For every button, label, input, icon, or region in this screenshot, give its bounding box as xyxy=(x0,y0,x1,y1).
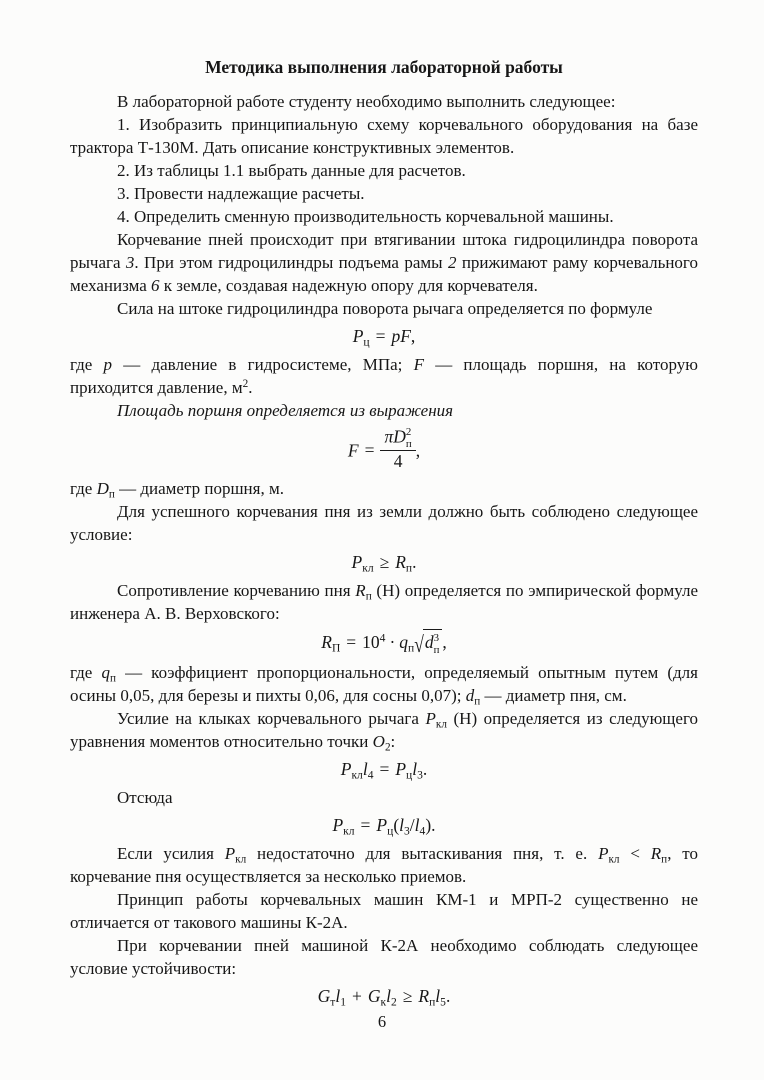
paragraph-korchevanie xyxy=(70,228,698,297)
text-run: . xyxy=(412,552,417,573)
formula-moments xyxy=(70,757,698,781)
text-run: : xyxy=(390,731,396,751)
text-run: . xyxy=(248,378,253,397)
geq-sign: ≥ xyxy=(402,985,413,1006)
paragraph-where-d xyxy=(70,477,698,500)
text-run: к земле, создавая надежную опору для корчевателя. xyxy=(159,276,538,295)
formula-piston-area xyxy=(70,426,698,472)
text-run: — давление в гидросистеме, МПа; xyxy=(112,355,414,374)
var: q xyxy=(101,662,110,682)
paragraph-pri-korchevanii: При корчевании пней машиной К-2А необходимо соблюдать следующее условие устойчивости: xyxy=(70,935,698,978)
paragraph-intro: В лабораторной работе студенту необходимо выполнить следующее: xyxy=(117,92,616,111)
var: l xyxy=(335,985,341,1006)
text-run: — диаметр поршня, м. xyxy=(114,479,284,499)
subscript: кл xyxy=(235,853,247,866)
fraction-numerator xyxy=(380,426,415,451)
subscript: п xyxy=(408,642,415,655)
radicand xyxy=(423,629,443,656)
subscript: 2 xyxy=(384,741,391,754)
superscript: 3 xyxy=(433,631,439,644)
list-item-1: 1. Изобразить принципиальную схему корчевального оборудования на базе трактора Т-130М. Дать описание конструктивных элементов. xyxy=(70,115,698,157)
text-run: , xyxy=(410,326,416,346)
text-run: , то корчевание пня осуществляется за несколько приемов. xyxy=(70,843,698,886)
var: O xyxy=(372,731,385,751)
page-content xyxy=(70,56,698,1013)
subscript: ц xyxy=(406,769,413,782)
subscript: п xyxy=(474,695,481,708)
text-run: где xyxy=(70,479,97,499)
subscript: п xyxy=(433,643,440,656)
subscript: к xyxy=(380,996,387,1009)
paragraph-printsip: Принцип работы корчевальных машин КМ-1 и МРП-2 существенно не отличается от такового машины К-2А. xyxy=(70,889,698,932)
var: P xyxy=(425,708,436,728)
radical-sign: √ xyxy=(414,630,424,657)
var: D xyxy=(96,479,109,499)
subscript: ц xyxy=(387,825,394,838)
subscript: 1 xyxy=(340,996,346,1009)
text-run: . xyxy=(431,814,436,835)
formula-verkhovsky xyxy=(70,629,698,656)
text-run: . xyxy=(422,758,428,779)
equals-sign: = xyxy=(364,440,375,461)
paragraph-otsyuda: Отсюда xyxy=(117,787,173,807)
subscript: т xyxy=(330,996,336,1009)
var: G xyxy=(317,985,331,1006)
paragraph-ploshchad-italic: Площадь поршня определяется из выражения xyxy=(117,401,454,420)
equals-sign: = xyxy=(379,758,390,779)
paragraph-uslovie: Для успешного корчевания пня из земли должно быть соблюдено следующее условие: xyxy=(70,502,698,545)
var: P xyxy=(352,326,364,346)
subscript: П xyxy=(331,642,341,655)
subscript: кл xyxy=(362,562,374,575)
formula-stability xyxy=(70,984,698,1008)
paragraph-soprotivlenie xyxy=(70,579,698,625)
var: l xyxy=(414,814,420,835)
text-run: < xyxy=(619,843,651,863)
subscript: 5 xyxy=(440,996,446,1009)
fraction-denominator: 4 xyxy=(393,451,403,472)
plus-sign: + xyxy=(352,985,362,1006)
number: 10 xyxy=(362,632,380,653)
var: l xyxy=(435,985,441,1006)
var: l xyxy=(399,814,405,835)
page-number: 6 xyxy=(377,1012,387,1031)
list-item-2: 2. Из таблицы 1.1 выбрать данные для расчетов. xyxy=(117,161,466,180)
text-run: Сопротивление корчеванию пня xyxy=(117,581,356,601)
text-run: где xyxy=(70,355,104,374)
var: R xyxy=(418,985,430,1006)
equals-sign: = xyxy=(346,632,357,653)
page-title: Методика выполнения лабораторной работы xyxy=(205,57,563,77)
var: d xyxy=(465,685,475,705)
formula-pkl-result xyxy=(70,813,698,837)
subscript: 4 xyxy=(419,825,426,838)
var: 6 xyxy=(151,276,160,295)
subscript: кл xyxy=(351,769,363,782)
text-run: Корчевание пней происходит при втягивании штока гидроцилиндра поворота рычага xyxy=(70,230,698,272)
var: p xyxy=(103,355,113,374)
list-item-4: 4. Определить сменную производительность корчевальной машины. xyxy=(117,207,614,226)
subscript: 2 xyxy=(391,996,397,1009)
var: R xyxy=(355,581,366,601)
var: P xyxy=(598,843,609,863)
var: 2 xyxy=(447,253,457,272)
var: F xyxy=(347,440,359,461)
subscript: п xyxy=(108,488,115,501)
text-run: недостаточно для вытаскивания пня, т. е. xyxy=(246,843,599,863)
subscript: п xyxy=(405,562,413,575)
text-run: . xyxy=(445,985,451,1006)
text-run: прижимают раму корчевального механизма xyxy=(70,253,698,295)
supsub-stack xyxy=(434,632,440,656)
list-item-3: 3. Провести надлежащие расчеты. xyxy=(117,184,365,203)
var: l xyxy=(362,758,368,779)
paragraph-where-p xyxy=(70,353,698,399)
paragraph-where-q xyxy=(70,661,698,707)
paragraph-esli xyxy=(70,842,698,888)
text-run: ) xyxy=(425,814,432,835)
text-run: , xyxy=(442,632,447,653)
text-run: где xyxy=(70,662,102,682)
var: G xyxy=(367,985,381,1006)
multiplication-dot: · xyxy=(389,632,396,653)
subscript: кл xyxy=(435,718,447,731)
superscript: 4 xyxy=(379,632,386,645)
subscript: п xyxy=(365,590,372,603)
text-run: (Н) определяется из следующего уравнения моментов относительно точки xyxy=(70,708,698,751)
text-run: — диаметр пня, см. xyxy=(480,685,627,705)
text-run: Усилие на клыках корчевального рычага xyxy=(117,708,426,728)
var: P xyxy=(395,758,407,779)
var: P xyxy=(224,843,236,863)
subscript: п xyxy=(429,996,436,1009)
subscript: 3 xyxy=(417,769,423,782)
var: R xyxy=(395,552,406,573)
var: q xyxy=(399,632,409,653)
var: R xyxy=(650,843,662,863)
text-run: . При этом гидроцилиндры подъема рамы xyxy=(134,253,448,272)
superscript: 2 xyxy=(242,377,249,390)
text-run: , xyxy=(415,440,421,461)
var: pF xyxy=(391,326,411,346)
var: l xyxy=(386,985,392,1006)
subscript: п xyxy=(661,853,668,866)
superscript: 2 xyxy=(405,426,412,438)
subscript: кл xyxy=(608,853,620,866)
var: d xyxy=(424,632,434,653)
var: P xyxy=(340,758,352,779)
slash: / xyxy=(409,814,415,835)
geq-sign: ≥ xyxy=(379,552,390,573)
paragraph-sila: Сила на штоке гидроцилиндра поворота рычага определяется по формуле xyxy=(117,299,653,318)
text-run: Если усилия xyxy=(117,843,225,863)
var: l xyxy=(412,758,418,779)
var: πD xyxy=(384,426,406,447)
text-run: — коэффициент пропорциональности, определяемый опытным путем (для осины 0,05, для березы и пихты 0,06, для сосны 0,07); xyxy=(70,662,698,705)
equals-sign: = xyxy=(360,814,371,835)
var: P xyxy=(351,552,363,573)
text-run: ( xyxy=(393,814,400,835)
subscript: 3 xyxy=(404,825,410,838)
var: F xyxy=(413,355,424,374)
var: P xyxy=(376,814,388,835)
text-run: (Н) определяется по эмпирической формуле инженера А. В. Верховского: xyxy=(70,581,698,624)
formula-p-cylinder xyxy=(70,324,698,348)
subscript: п xyxy=(109,672,116,685)
var: 3 xyxy=(125,253,135,272)
subscript: кл xyxy=(343,825,355,838)
subscript: 4 xyxy=(367,769,374,782)
subscript: п xyxy=(405,438,412,451)
subscript: ц xyxy=(363,336,370,349)
supsub-stack xyxy=(406,426,412,450)
var: R xyxy=(321,632,332,653)
formula-klyk-condition xyxy=(70,550,698,574)
var: P xyxy=(332,814,344,835)
paragraph-usilie xyxy=(70,707,698,753)
equals-sign: = xyxy=(375,326,386,346)
fraction xyxy=(380,426,415,472)
sqrt-radical xyxy=(414,629,442,656)
text-run: — площадь поршня, на которую приходится давление, м xyxy=(70,355,698,397)
